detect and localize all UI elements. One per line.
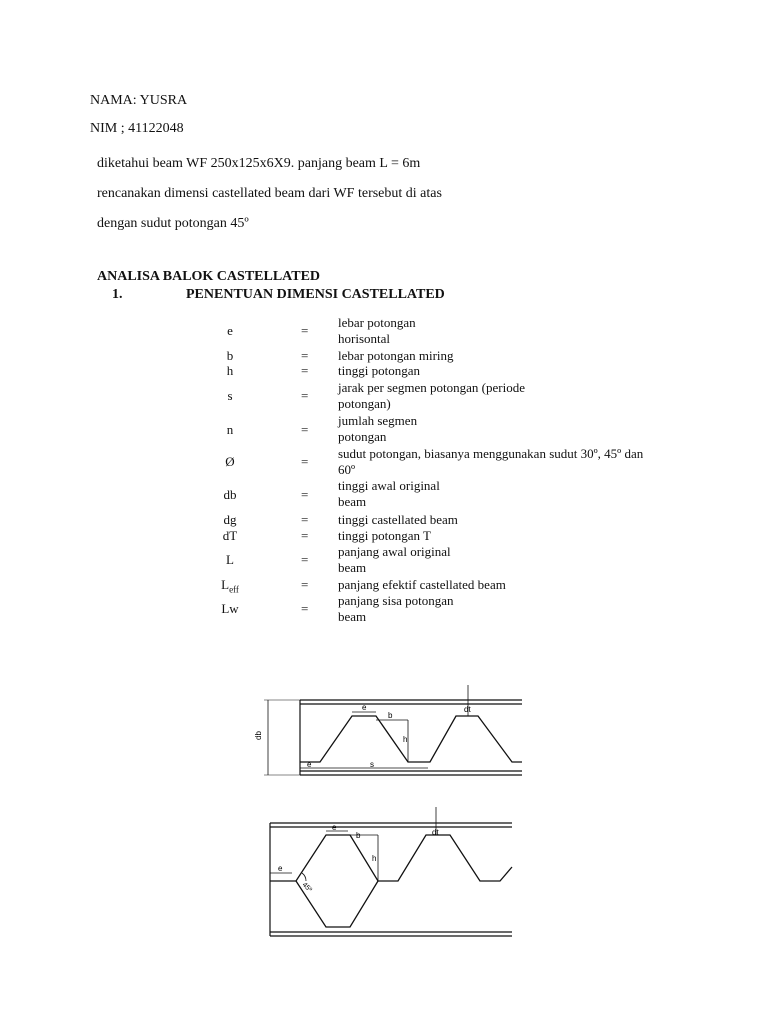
- section-number: 1.: [112, 287, 123, 302]
- def-text: lebar potongan horisontal: [338, 315, 416, 346]
- def-symbol: dT: [222, 528, 238, 543]
- def-text: sudut potongan, biasanya menggunakan sudut 30º, 45º dan 60º: [338, 446, 644, 477]
- label-b: b: [388, 711, 393, 720]
- label-e-left: e: [278, 864, 283, 873]
- def-symbol: n: [226, 422, 234, 437]
- label-h: h: [403, 735, 408, 744]
- label-e-bottom: e: [307, 760, 312, 769]
- def-equals: =: [301, 528, 309, 543]
- problem-line-3: dengan sudut potongan 45º: [97, 216, 249, 231]
- def-text: jumlah segmen potongan: [338, 413, 418, 444]
- label-h: h: [372, 854, 377, 863]
- section-subtitle: PENENTUAN DIMENSI CASTELLATED: [186, 287, 445, 302]
- def-text: lebar potongan miring: [338, 348, 454, 363]
- def-symbol: Ø: [225, 454, 235, 469]
- def-equals: =: [301, 577, 309, 592]
- def-equals: =: [301, 422, 309, 437]
- def-equals: =: [301, 601, 309, 616]
- student-nim: NIM ; 41122048: [90, 121, 184, 136]
- def-equals: =: [301, 363, 309, 378]
- def-symbol: b: [226, 348, 234, 363]
- label-s: s: [370, 760, 374, 769]
- problem-line-2: rencanakan dimensi castellated beam dari WF tersebut di atas: [97, 186, 442, 201]
- def-text: tinggi potongan T: [338, 528, 431, 543]
- def-symbol: e: [227, 323, 233, 338]
- problem-line-1: diketahui beam WF 250x125x6X9. panjang beam L = 6m: [97, 156, 421, 171]
- def-text: tinggi potongan: [338, 363, 420, 378]
- label-e-top: e: [332, 823, 337, 832]
- castellated-cut-diagram: [250, 680, 540, 790]
- def-text: panjang efektif castellated beam: [338, 577, 506, 592]
- section-title: ANALISA BALOK CASTELLATED: [97, 269, 321, 284]
- def-text: tinggi castellated beam: [338, 512, 458, 527]
- def-text: panjang sisa potongan beam: [338, 593, 454, 624]
- label-dt: dt: [432, 828, 439, 837]
- label-e-top: e: [362, 703, 367, 712]
- def-symbol: dg: [223, 512, 237, 527]
- def-symbol: $L_{eff}$: [221, 577, 239, 595]
- def-symbol: L: [226, 552, 234, 567]
- def-symbol: Lw: [221, 601, 239, 616]
- castellated-beam-diagram: [260, 805, 530, 945]
- def-equals: =: [301, 454, 309, 469]
- def-text: tinggi awal original beam: [338, 478, 440, 509]
- def-equals: =: [301, 388, 309, 403]
- def-equals: =: [301, 323, 309, 338]
- def-symbol: s: [227, 388, 233, 403]
- def-equals: =: [301, 348, 309, 363]
- label-dt: dt: [464, 705, 471, 714]
- label-db: db: [254, 731, 263, 740]
- label-angle: 45º: [300, 881, 313, 894]
- def-equals: =: [301, 487, 309, 502]
- def-equals: =: [301, 552, 309, 567]
- def-symbol: db: [223, 487, 237, 502]
- student-name: NAMA: YUSRA: [90, 93, 188, 108]
- def-text: panjang awal original beam: [338, 544, 451, 575]
- def-equals: =: [301, 512, 309, 527]
- def-text: jarak per segmen potongan (periode potongan): [338, 380, 525, 411]
- label-b: b: [356, 831, 361, 840]
- def-symbol: h: [226, 363, 234, 378]
